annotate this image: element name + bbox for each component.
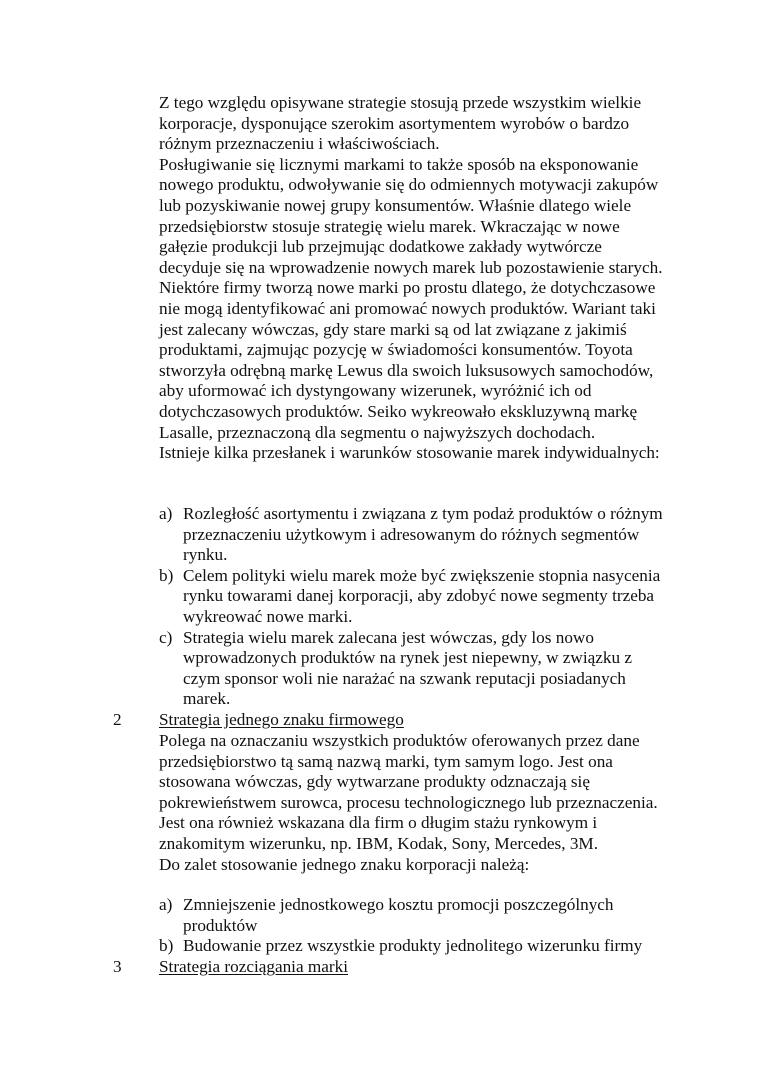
intro-paragraph-2: Posługiwanie się licznymi markami to także sposób na eksponowanie nowego produktu, odwoływanie się do odmiennych motywacji zakupów lub pozyskiwanie nowej grupy konsumentów. Właśnie dlatego wiele przedsiębiorstw stosuje strategię wielu marek. Wkraczając w nowe gałęzie produkcji lub przejmując dodatkowe zakłady wytwórcze decyduje się na wprowadzenie nowych marek lub pozostawienie starych. Niektóre firmy tworzą nowe marki po prostu dlatego, że dotychczasowe nie mogą identyfikować ani promować nowych produktów. Wariant taki jest zalecany wówczas, gdy stare marki są od lat związane z jakimiś produktami, zajmując pozycję w świadomości konsumentów. Toyota stworzyła odrębną markę Lewus dla swoich luksusowych samochodów, aby uformować ich dystyngowany wizerunek, wyróżnić ich od dotychczasowych produktów. Seiko wykreowało ekskluzywną markę Lasalle, przeznaczoną dla segmentu o najwyższych dochodach. xyxy=(159,154,663,442)
section-3-heading: Strategia rozciągania marki xyxy=(159,957,348,976)
list-marker: a) xyxy=(159,895,173,914)
list-item-text: Budowanie przez wszystkie produkty jednolitego wizerunku firmy xyxy=(183,936,643,956)
list-item-text: Strategia wielu marek zalecana jest wówczas, gdy los nowo wprowadzonych produktów na rynek jest niepewny, w związku z czym sponsor woli nie narażać na szwank reputacji posiadanych marek. xyxy=(183,627,632,709)
conditions-list xyxy=(159,504,664,710)
list-item-text: Zmniejszenie jednostkowego kosztu promocji poszczególnych produktów xyxy=(183,895,614,935)
intro-paragraph-3: Istnieje kilka przesłanek i warunków stosowanie marek indywidualnych: xyxy=(159,443,660,463)
list-marker: b) xyxy=(159,936,174,956)
intro-paragraph-1: Z tego względu opisywane strategie stosują przede wszystkim wielkie korporacje, dysponujące szerokim asortymentem wyrobów o bardzo różnym przeznaczeniu i właściwościach. xyxy=(159,93,642,154)
section-2-number: 2 xyxy=(113,710,122,729)
list-item xyxy=(159,504,664,566)
advantages-list xyxy=(159,895,664,957)
list-marker: b) xyxy=(159,565,174,585)
list-item xyxy=(159,628,664,710)
intro-text xyxy=(159,93,664,464)
section-2-text xyxy=(159,731,664,875)
list-marker: a) xyxy=(159,504,173,523)
section-2-paragraph-1: Polega na oznaczaniu wszystkich produktów oferowanych przez dane przedsiębiorstwo tą samą nazwą marki, tym samym logo. Jest ona stosowana wówczas, gdy wytwarzane produkty odznaczają się pokrewieństwem surowca, procesu technologicznego lub przeznaczenia. Jest ona również wskazana dla firm o długim stażu rynkowym i znakomitym wizerunku, np. IBM, Kodak, Sony, Mercedes, 3M. xyxy=(159,731,658,853)
section-2-paragraph-2: Do zalet stosowanie jednego znaku korporacji należą: xyxy=(159,854,530,874)
list-item-text: Rozległość asortymentu i związana z tym podaż produktów o różnym przeznaczeniu użytkowym i adresowanym do różnych segmentów rynku. xyxy=(183,504,663,565)
section-3-number: 3 xyxy=(113,957,122,976)
list-marker: c) xyxy=(159,627,173,647)
section-2-heading: Strategia jednego znaku firmowego xyxy=(159,710,404,729)
list-item xyxy=(159,566,664,628)
list-item xyxy=(159,936,664,957)
list-item-text: Celem polityki wielu marek może być zwiększenie stopnia nasycenia rynku towarami danej korporacji, aby zdobyć nowe segmenty trzeba wykreować nowe marki. xyxy=(183,565,661,626)
list-item xyxy=(159,895,664,936)
